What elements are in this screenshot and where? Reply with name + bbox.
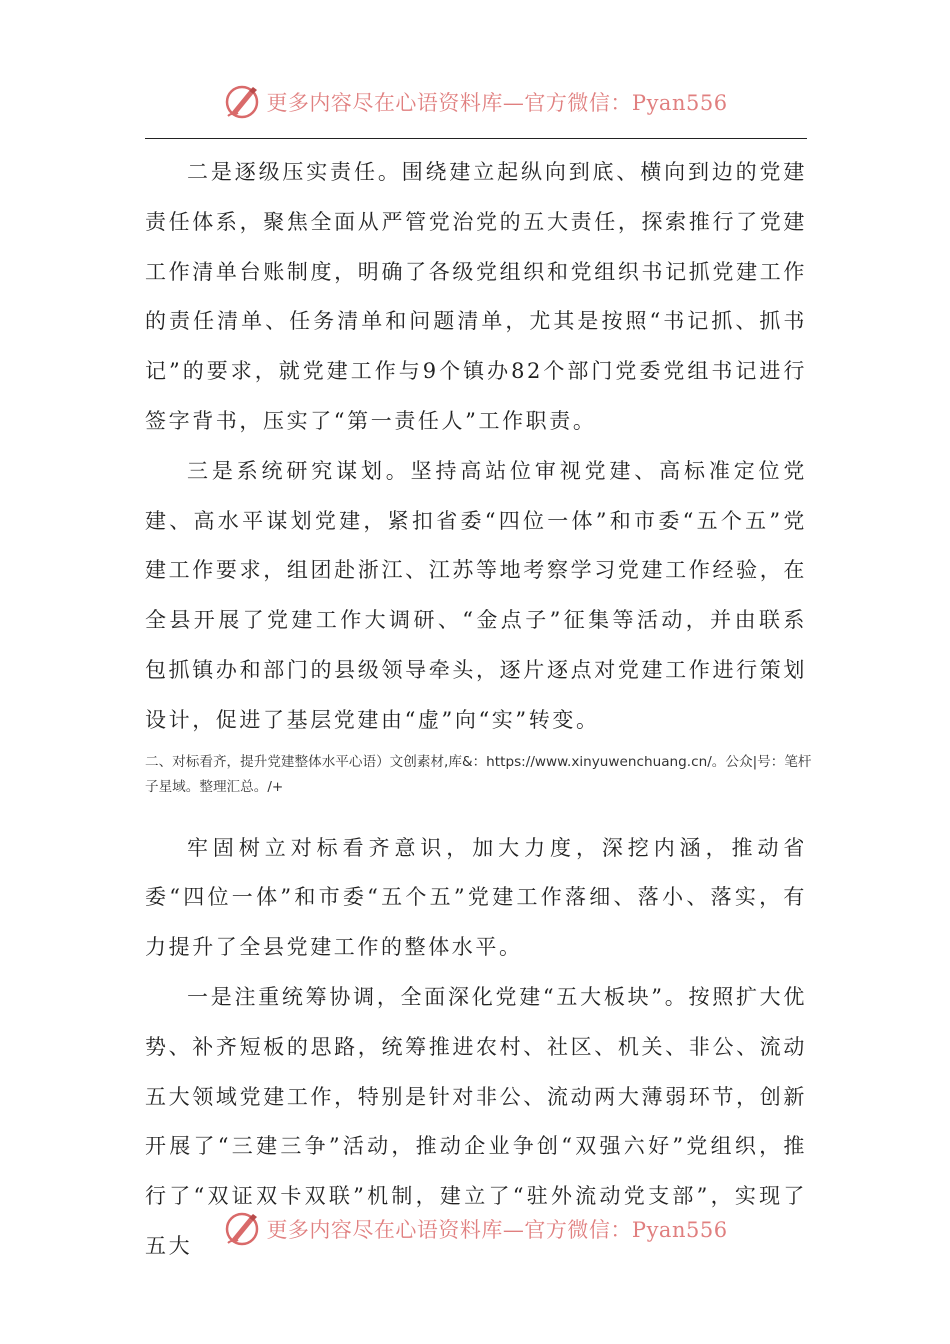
pen-seal-icon — [222, 1209, 262, 1249]
footer-banner — [0, 1207, 950, 1251]
header-banner — [0, 80, 950, 124]
section-note: 二、对标看齐，提升党建整体水平心语）文创素材,库&：https://www.xinyuwenchuang.cn/。公众|号：笔杆子星域。整理汇总。/+ — [145, 753, 812, 795]
header-divider — [145, 138, 807, 139]
paragraph-coordination: 一是注重统筹协调，全面深化党建“五大板块”。按照扩大优势、补齐短板的思路，统筹推进农村、社区、机关、非公、流动五大领域党建工作，特别是针对非公、流动两大薄弱环节，创新开展了“三建三争”活动，推动企业争创“双强六好”党组织，推行了“双证双卡双联”机制，建立了“驻外流动党支部”，实现了五大 — [145, 984, 807, 1258]
paragraph-planning: 三是系统研究谋划。坚持高站位审视党建、高标准定位党建、高水平谋划党建，紧扣省委“四位一体”和市委“五个五”党建工作要求，组团赴浙江、江苏等地考察学习党建工作经验，在全县开展了党建工作大调研、“金点子”征集等活动，并由联系包抓镇办和部门的县级领导牵头，逐片逐点对党建工作进行策划设计，促进了基层党建由“虚”向“实”转变。 — [145, 458, 807, 732]
pen-seal-icon — [222, 82, 262, 122]
footer-banner-text: 更多内容尽在心语资料库—官方微信：Pyan556 — [266, 1218, 728, 1242]
spacer — [145, 800, 807, 824]
document-body — [145, 148, 812, 1272]
paragraph-benchmark: 牢固树立对标看齐意识，加大力度，深挖内涵，推动省委“四位一体”和市委“五个五”党建工作落细、落小、落实，有力提升了全县党建工作的整体水平。 — [145, 835, 807, 960]
paragraph-responsibility: 二是逐级压实责任。围绕建立起纵向到底、横向到边的党建责任体系，聚焦全面从严管党治党的五大责任，探索推行了党建工作清单台账制度，明确了各级党组织和党组织书记抓党建工作的责任清单、任务清单和问题清单，尤其是按照“书记抓、抓书记”的要求，就党建工作与9个镇办82个部门党委党组书记进行签字背书，压实了“第一责任人”工作职责。 — [145, 160, 807, 433]
header-banner-text: 更多内容尽在心语资料库—官方微信：Pyan556 — [266, 91, 728, 115]
